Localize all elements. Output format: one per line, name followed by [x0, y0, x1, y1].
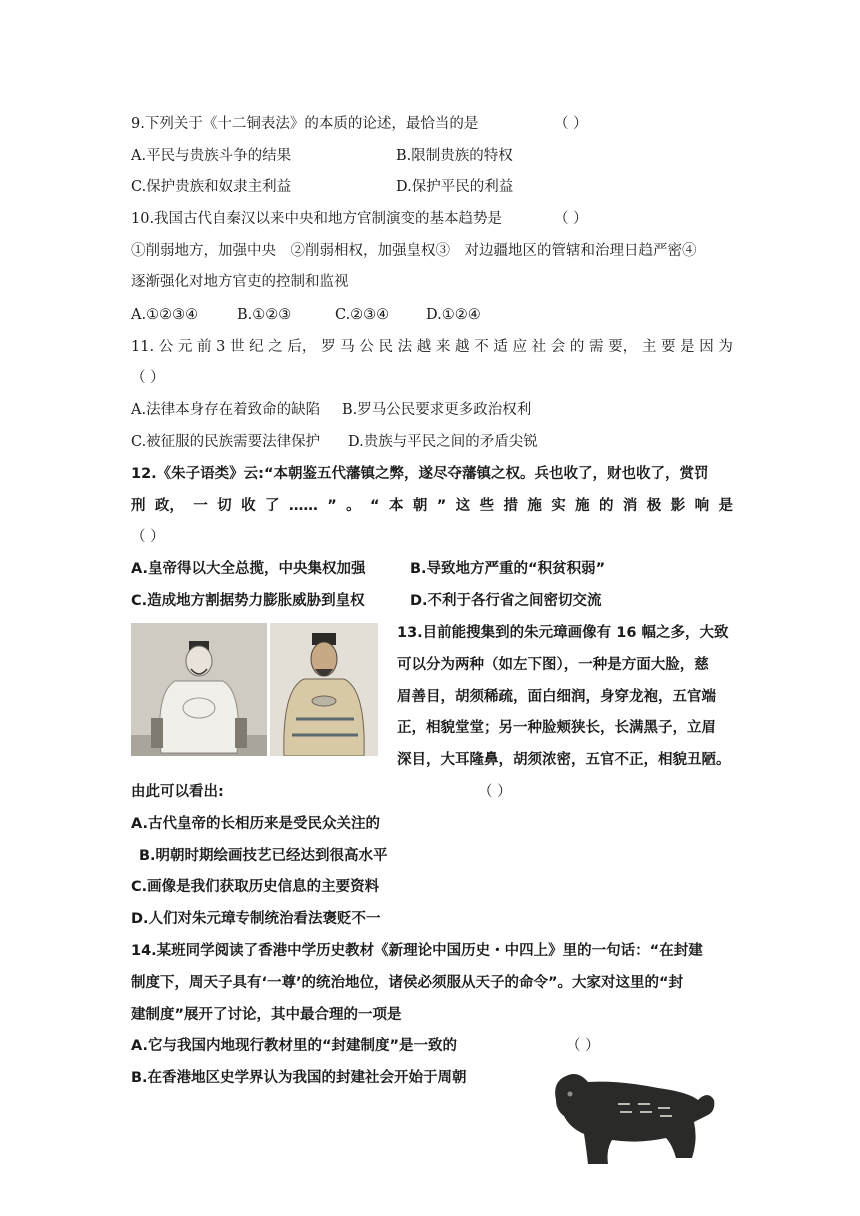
q14-option-a: A.它与我国内地现行教材里的“封建制度”是一致的: [131, 1038, 458, 1054]
q13-stem-line3: 眉善目，胡须稀疏，面白细润，身穿龙袍，五官端: [397, 689, 716, 705]
q12-option-c: C.造成地方割据势力膨胀威胁到皇权: [131, 593, 365, 609]
q13-option-c: C.画像是我们获取历史信息的主要资料: [131, 879, 380, 895]
q13-option-d: D.人们对朱元璋专制统治看法褒贬不一: [131, 911, 381, 927]
q14-stem-line2: 制度下，周天子具有‘一尊’的统治地位，诸侯必须服从天子的命令”。大家对这里的“封: [131, 975, 684, 991]
q9-option-b: B.限制贵族的特权: [396, 148, 513, 164]
q10-answer-paren: （ ）: [554, 211, 588, 227]
q11-option-b: B.罗马公民要求更多政治权利: [342, 402, 532, 418]
q11-answer-paren: （ ）: [131, 370, 165, 386]
q13-answer-paren: （ ）: [478, 784, 512, 800]
q12-answer-paren: （ ）: [131, 529, 165, 545]
q10-stem: 10.我国古代自秦汉以来中央和地方官制演变的基本趋势是: [131, 211, 503, 227]
q14-stem-line1: 14.某班同学阅读了香港中学历史教材《新理论中国历史・中四上》里的一句话：“在封建: [131, 943, 703, 959]
q10-option-a: A.①②③④: [131, 307, 199, 323]
q13-stem-line4: 正，相貌堂堂；另一种脸颊狭长，长满黑子，立眉: [397, 720, 716, 736]
q13-stem-line6: 由此可以看出:: [131, 784, 224, 800]
q10-option-c: C.②③④: [335, 307, 390, 323]
q11-option-d: D.贵族与平民之间的矛盾尖锐: [348, 434, 538, 450]
q11-option-c: C.被征服的民族需要法律保护: [131, 434, 321, 450]
q9-option-a: A.平民与贵族斗争的结果: [131, 148, 292, 164]
q9-answer-paren: （ ）: [554, 116, 588, 132]
q10-option-b: B.①②③: [237, 307, 292, 323]
q13-stem-line2: 可以分为两种（如左下图），一种是方面大脸，慈: [397, 657, 709, 673]
q14-option-b: B.在香港地区史学界认为我国的封建社会开始于周朝: [131, 1070, 467, 1086]
q9-stem: 9.下列关于《十二铜表法》的本质的论述，最恰当的是: [131, 116, 479, 132]
q9-option-d: D.保护平民的利益: [396, 179, 514, 195]
q9-option-c: C.保护贵族和奴隶主利益: [131, 179, 292, 195]
q13-option-a: A.古代皇帝的长相历来是受民众关注的: [131, 816, 380, 832]
q11-option-a: A.法律本身存在着致命的缺陷: [131, 402, 321, 418]
q13-stem-line1: 13.目前能搜集到的朱元璋画像有 16 幅之多，大致: [397, 625, 729, 641]
q14-answer-paren: （ ）: [566, 1038, 600, 1054]
q12-option-b: B.导致地方严重的“积贫积弱”: [410, 561, 606, 577]
q12-stem-line2: 刑 政， 一 切 收 了 …… ” 。 “ 本 朝 ” 这 些 措 施 实 施 的 消 极 影 响 是: [131, 498, 733, 514]
q12-option-a: A.皇帝得以大全总揽，中央集权加强: [131, 561, 366, 577]
q12-stem-line1: 12.《朱子语类》云:“本朝鉴五代藩镇之弊，遂尽夺藩镇之权。兵也收了，财也收了，赏罚: [131, 466, 709, 482]
bronze-tiger-tally-icon: [548, 1060, 720, 1170]
q13-stem-line5: 深目，大耳隆鼻，胡须浓密，五官不正，相貌丑陋。: [397, 752, 731, 768]
q13-option-b: B.明朝时期绘画技艺已经达到很高水平: [139, 848, 388, 864]
q10-option-d: D.①②④: [426, 307, 481, 323]
emperor-portrait-right-icon: [270, 623, 378, 756]
q10-items-line2: 逐渐强化对地方官吏的控制和监视: [131, 274, 349, 290]
q10-items-line1: ①削弱地方，加强中央 ②削弱相权，加强皇权③ 对边疆地区的管辖和治理日趋严密④: [131, 243, 697, 259]
q14-stem-line3: 建制度”展开了讨论，其中最合理的一项是: [131, 1007, 402, 1023]
q12-option-d: D.不利于各行省之间密切交流: [410, 593, 602, 609]
emperor-portrait-left-icon: [131, 623, 267, 756]
q11-stem: 11. 公 元 前 3 世 纪 之 后， 罗 马 公 民 法 越 来 越 不 适 应 社 会 的 需 要， 主 要 是 因 为: [131, 339, 733, 355]
